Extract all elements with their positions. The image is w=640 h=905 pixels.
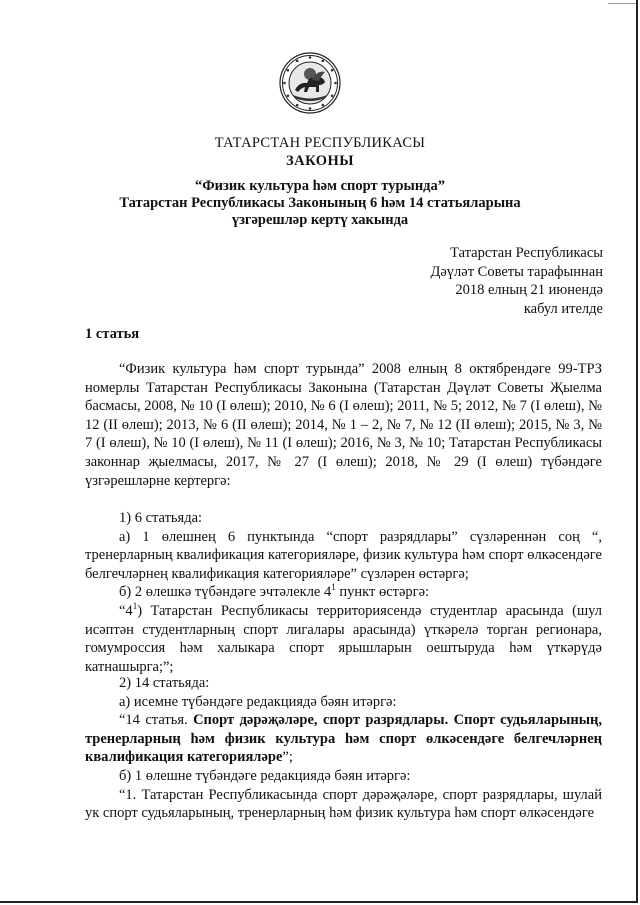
section-1-item-b-before: б) 2 өлешкә түбәндәге эчтәлекле 4 [119, 584, 332, 601]
section-1-quote-before: “4 [119, 602, 133, 619]
section-2-quote-prefix: “14 статья. [119, 712, 194, 729]
tatarstan-coat-of-arms-icon [279, 52, 341, 114]
section-1-item-b-superscript: 1 [331, 582, 336, 593]
section-2-item-c: “1. Татарстан Республикасында спорт дәрәҗәләре, спорт разрядлары, шулай ук спорт судьяларының, тренерларның һәм физик культура һәм спорт өлкәсендәге [85, 786, 602, 822]
adoption-line-3: 2018 елның 21 июнендә [455, 282, 603, 298]
section-2-item-b: б) 1 өлешне түбәндәге редакциядә бәян итәргә: [119, 767, 411, 784]
law-title-line-2: Татарстан Республикасы Законының 6 һәм 14 статьяларына [119, 195, 521, 211]
law-title-line-1: “Физик культура һәм спорт турында” [194, 178, 446, 194]
law-label: ЗАКОНЫ [285, 153, 355, 169]
section-1-item-b-after: пункт өстәргә: [335, 584, 430, 601]
section-2 [85, 674, 602, 823]
section-1-item-b [85, 583, 602, 602]
section-1-title: 1) 6 статьяда: [119, 510, 203, 526]
section-2-title: 2) 14 статьяда: [119, 675, 210, 691]
corner-mark [608, 3, 636, 4]
adoption-line-1: Татарстан Республикасы [450, 245, 603, 261]
republic-name: ТАТАРСТАН РЕСПУБЛИКАСЫ [214, 135, 426, 151]
section-1-quote [85, 602, 602, 676]
section-1-item-a: а) 1 өлешнең 6 пунктында “спорт разрядлары” сүзләреннән соң “, тренерларның квалификация категорияләре, физик культура һәм спорт өлкәсендәге белгечләрнең квалификация категорияләре” сүзләрен өстәргә; [85, 528, 602, 582]
section-1-quote-superscript: 1 [132, 601, 138, 612]
section-1-quote-after: ) Татарстан Республикасы территориясендә студентлар арасында (шул исәптән студентларның спорт лигалары арасында) үткәрелә торган регионара, гомумроссия һәм халыкара спорт ярышларын оештыруда һәм үткәрүдә катнашырга;”; [85, 602, 602, 675]
section-1 [85, 509, 602, 676]
section-2-quote-suffix: ”; [282, 749, 293, 766]
article-heading: 1 статья [85, 326, 140, 342]
article-intro-text: “Физик культура һәм спорт турында” 2008 елның 8 октябрендәге 99-ТРЗ номерлы Татарстан Республикасы Законына (Татарстан Дәүләт Советы Җыелма басмасы, 2008, № 10 (I өлеш); 2010, № 6 (I өлеш); 2011, № 5; 2012, № 7 (I өлеш), № 12 (II өлеш); 2013, № 6 (II өлеш); 2014, № 1 – 2, № 7, № 12 (II өлеш); 2015, № 3, № 7 (I өлеш), № 10 (I өлеш), № 11 (I өлеш); 2016, № 3, № 10; Татарстан Республикасы законнар җыелмасы, 2017, № 27 (I өлеш); 2018, № 29 (I өлеш) түбәндәге үзгәрешләрне кертергә: [85, 361, 602, 489]
adoption-line-4: кабул ителде [523, 300, 603, 317]
section-2-quote-bold: Спорт дәрәҗәләре, спорт разрядлары. Спорт судьяларының, тренерларның һәм физик культура һәм спорт өлкәсендәге белгечләрнең квалификация категорияләре [85, 712, 602, 766]
law-title-line-3: үзгәрешләр кертү хакында [231, 212, 409, 228]
adoption-line-2: Дәүләт Советы тарафыннан [430, 263, 603, 280]
article-intro-paragraph [85, 360, 602, 490]
adoption-block [343, 244, 603, 318]
section-2-quote [85, 711, 602, 767]
section-2-item-a: а) исемне түбәндәге редакциядә бәян итәргә: [119, 693, 397, 710]
